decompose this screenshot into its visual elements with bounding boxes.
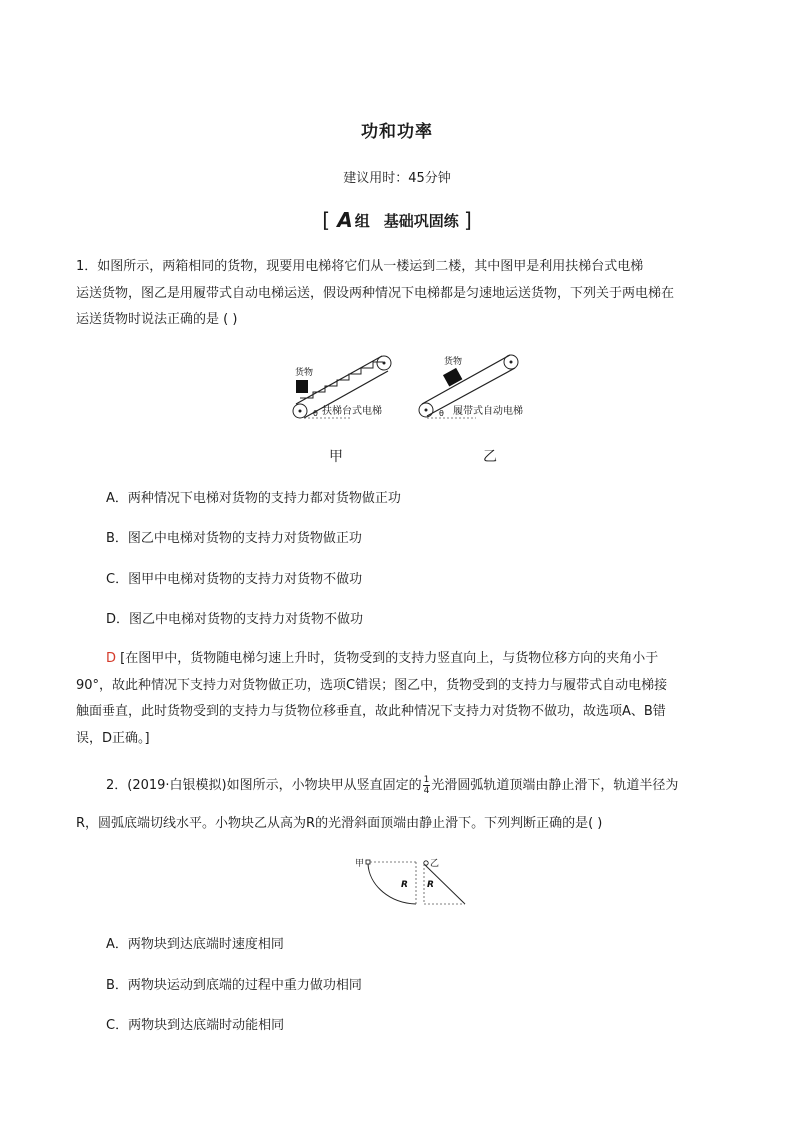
arc-radius-label: R — [401, 880, 408, 890]
arc-label-jia: 甲 — [355, 859, 365, 869]
q2-option-b: B．两物块运动到底端的过程中重力做功相同 — [106, 978, 362, 993]
q2-line-1 — [106, 772, 678, 799]
q1-figure — [286, 348, 536, 466]
escalator-diagram — [293, 356, 391, 418]
arc-track-diagram — [355, 858, 416, 904]
quarter-fraction — [423, 775, 431, 796]
belt-elevator-diagram — [419, 355, 523, 418]
q1-line-3: 运送货物时说法正确的是 ( ) — [76, 312, 238, 327]
group-name: 基础巩固练 — [383, 212, 459, 230]
group-letter: A — [337, 208, 353, 232]
fraction-numerator: 1 — [423, 775, 430, 785]
q2-line-1b: 光滑圆弧轨道顶端由静止滑下，轨道半径为 — [431, 778, 679, 793]
q1-option-a: A．两种情况下电梯对货物的支持力都对货物做正功 — [106, 491, 401, 506]
left-angle-label: θ — [313, 409, 318, 418]
answer-text-1: [在图甲中，货物随电梯匀速上升时，货物受到的支持力竖直向上，与货物位移方向的夹角小于 — [116, 651, 659, 666]
right-cargo-label: 货物 — [444, 357, 463, 367]
q1-line-1: 1．如图所示，两箱相同的货物，现要用电梯将它们从一楼运到二楼，其中图甲是利用扶梯台式电梯 — [76, 259, 644, 274]
q1-option-c: C．图甲中电梯对货物的支持力对货物不做功 — [106, 572, 363, 587]
group-bracket-right: ] — [463, 208, 472, 232]
q2-line-2: R，圆弧底端切线水平。小物块乙从高为R的光滑斜面顶端由静止滑下。下列判断正确的是( ) — [76, 816, 603, 831]
left-cargo-label: 货物 — [295, 368, 314, 378]
group-heading — [0, 208, 794, 232]
right-angle-label: θ — [439, 409, 444, 418]
q2-option-c: C．两物块到达底端时动能相同 — [106, 1018, 285, 1033]
q1-line-2: 运送货物，图乙是用履带式自动电梯运送，假设两种情况下电梯都是匀速地运送货物，下列关于两电梯在 — [76, 286, 675, 301]
q2-line-1a: 2．(2019·白银模拟)如图所示，小物块甲从竖直固定的 — [106, 778, 422, 793]
right-caption: 履带式自动电梯 — [453, 406, 523, 417]
answer-letter: D — [106, 651, 117, 666]
incline-label-yi: 乙 — [430, 859, 440, 869]
q2-figure — [355, 856, 470, 908]
q1-option-b: B．图乙中电梯对货物的支持力对货物做正功 — [106, 531, 362, 546]
q1-answer-line-4: 误，D正确。] — [76, 731, 150, 746]
incline-diagram — [424, 858, 465, 904]
figure-label-yi: 乙 — [483, 449, 497, 465]
figure-label-jia: 甲 — [329, 449, 343, 465]
page-title: 功和功率 — [361, 122, 433, 142]
q1-answer-line-2: 90°，故此种情况下支持力对货物做正功，选项C错误；图乙中，货物受到的支持力与履带式自动电梯接 — [76, 678, 668, 693]
incline-height-label: R — [427, 880, 434, 890]
q1-option-d: D．图乙中电梯对货物的支持力对货物不做功 — [106, 612, 364, 627]
q1-answer-line-3: 触面垂直，此时货物受到的支持力与货物位移垂直，故此种情况下支持力对货物不做功，故选项A、B错 — [76, 704, 666, 719]
fraction-denominator: 4 — [423, 786, 430, 796]
group-label: 组 — [354, 212, 370, 230]
q1-answer-line-1 — [106, 645, 658, 672]
suggested-time: 建议用时：45分钟 — [343, 171, 451, 186]
left-caption: 扶梯台式电梯 — [322, 406, 382, 417]
group-bracket-left: [ — [322, 208, 330, 232]
q2-option-a: A．两物块到达底端时速度相同 — [106, 937, 284, 952]
